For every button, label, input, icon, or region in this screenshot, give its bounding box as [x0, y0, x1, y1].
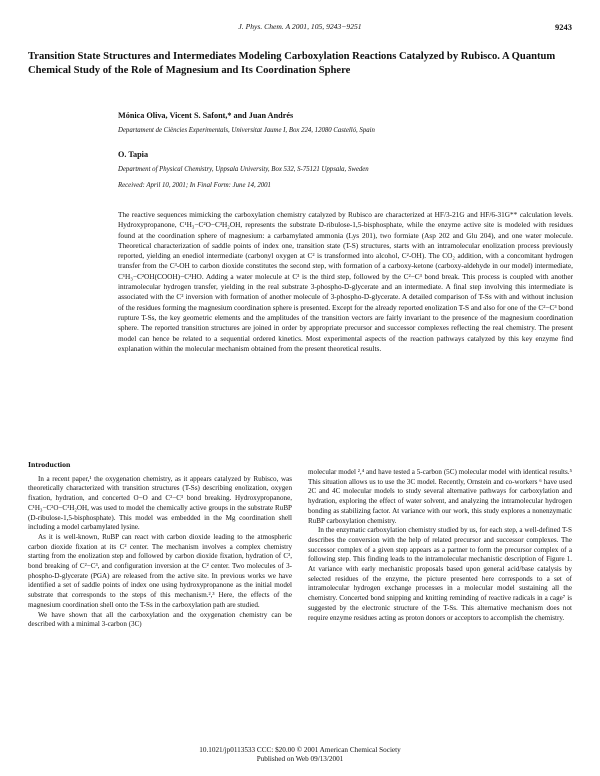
publication-date: Published on Web 09/13/2001 [256, 755, 344, 763]
received-dates: Received: April 10, 2001; In Final Form: June 14, 2001 [118, 182, 271, 189]
journal-citation: J. Phys. Chem. A 2001, 105, 9243−9251 [238, 22, 362, 31]
authors-group-2: O. Tapia [118, 150, 149, 159]
left-column [28, 460, 292, 630]
intro-paragraph: In the enzymatic carboxylation chemistry studied by us, for each step, a well-defined T-S describes the conversion with the help of related precursor and successor complexes. The successor complex of a given step appears as a partner to form the precursor complex of a following step. This finding leads to the intramolecular mechanistic description of Figure 1. At variance with early mechanistic proposals based upon general acid/base catalysis by selected residues of the enzyme, the picture presented here corresponds to a set of intramolecular hydrogen exchange processes in a molecular model sustaining all the chemistry. Concerted bond snipping and knitting reminding of reactive radicals in a cage⁷ is suggested by the electronic structure of the T-Ss. This alternative mechanism does not require enzyme residues acting as proton donors or acceptors to accomplish the chemistry. [308, 526, 572, 622]
running-header [0, 22, 600, 36]
intro-paragraph: molecular model ²,⁴ and have tested a 5-carbon (5C) molecular model with identical results.⁵ This situation allows us to use the 3C model. Recently, Ornstein and co-workers ⁶ have used 2C and 4C molecular models to study several alternative pathways for carboxylation and hydration, exploring the effect of water solvent, and analyzing the intramolecular hydrogen bonding as stabilizing factor. At variance with our work, this study explores a nonenzymatic RuBP carboxylation chemistry. [308, 468, 572, 525]
intro-paragraph: We have shown that all the carboxylation and the oxygenation chemistry can be described with a minimal 3-carbon (3C) [28, 610, 292, 629]
page-footer [0, 746, 600, 764]
intro-paragraph: As it is well-known, RuBP can react with carbon dioxide leading to the atmospheric carbon dioxide fixation at its C² center. The mechanism involves a complex chemistry starting from the enolization step and followed by carbon dioxide fixation, hydration of C³, bond breaking of C²−C³, and configuration inversion at the C² center. Two molecules of 3-phospho-D-glycerate (PGA) are released from the active site. In previous works we have identified a set of saddle points of index one using hydroxypropanone as the initial model substrate that corresponds to the steps of this mechanism.²,³ Here, the effects of the magnesium coordination shell onto the T-Ss in the carboxylation path are studied. [28, 532, 292, 609]
affiliation-1: Departament de Ciències Experimentals, Universitat Jaume I, Box 224, 12080 Castelló, Spain [118, 127, 375, 134]
authors-group-1: Mónica Oliva, Vicent S. Safont,* and Juan Andrés [118, 111, 294, 120]
intro-paragraph: In a recent paper,¹ the oxygenation chemistry, as it appears catalyzed by Rubisco, was theoretically characterized with transition structures (T-Ss) describing enolization, oxygen fixation, hydration, and concerted O−O and C²−C³ bond breaking. Hydroxypropanone, C¹H₃−C²O−C³H₂OH, was used to model the chemically active groups in the substrate RuBP (D-ribulose-1,5-bisphosphate). This model was embedded in the Mg coordination shell including a model carbamylated lysine. [28, 474, 292, 532]
introduction-heading: Introduction [28, 460, 71, 469]
article-title: Transition State Structures and Intermediates Modeling Carboxylation Reactions Catalyzed by Rubisco. A Quantum Chemical Study of the Role of Magnesium and Its Coordination Sphere [28, 51, 556, 76]
page-number: 9243 [555, 22, 572, 32]
right-column [308, 468, 572, 623]
affiliation-2: Department of Physical Chemistry, Uppsala University, Box 532, S-75121 Uppsala, Sweden [118, 166, 369, 173]
doi-copyright: 10.1021/jp0113533 CCC: $20.00 © 2001 American Chemical Society [199, 746, 401, 754]
abstract: The reactive sequences mimicking the carboxylation chemistry catalyzed by Rubisco are characterized at HF/3-21G and HF/6-31G** calculation levels. Hydroxypropanone, C¹H₃−C²O−C³H₂OH, represents the substrate D-ribulose-1,5-bisphosphate, while the enzyme active site is modeled with residues found at the coordination sphere of magnesium: a carbamylated ammonia (Lys 201), two formiate (Asp 202 and Glu 204), and one water molecule. Theoretical characterization of saddle points of index one, transition state (T-S) structures, starts with an intramolecular enolization process previously reported, yielding an enediol intermediate (carbonyl oxygen at C² is transformed into alcohol, C²-OH). The CO₂ addition, with a concomitant hydrogen transfer from the C³-OH to carbon dioxide constitutes the second step, with formation of a carboxy-ketone (carboxy-aldehyde in our model) intermediate, C¹H₃−C²OH(COOH)−C³HO. Adding a water molecule at C³ is the third step, followed by the C²−C³ bond break. This process is coupled with another intramolecular hydrogen transfer, yielding in the real substrate 3-phospho-D-glycerate and an intermediate. A final step involving this intermediate is associated with the C² inversion with formation of another molecule of 3-phospho-D-glycerate. A detailed comparison of T-Ss with and without inclusion of the residues forming the magnesium coordination sphere is presented. Except for the already reported enolization T-S and also for one of the C²−C³ bond rupture T-Ss, the key geometric elements and the amplitudes of the transition vectors are fairly invariant to the presence of the magnesium coordination sphere. The reported transition structures are joined in order by appropriate precursor and successor complexes reflecting the real chemistry. The present model can hence be related to a sequential ordered kinetics. Most experimental aspects of the reaction pathways catalyzed by this key enzyme find explanation within the molecular mechanism obtained from the present theoretical results. [118, 210, 573, 353]
